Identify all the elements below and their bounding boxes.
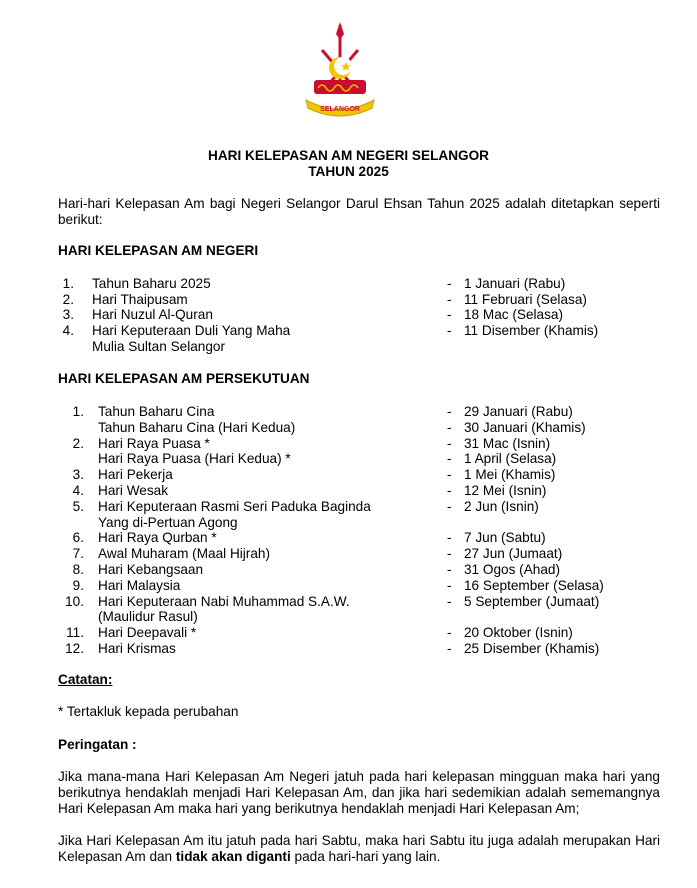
holiday-dash: - [447,467,452,483]
logo-text: SELANGOR [320,106,360,113]
holiday-date: 1 Januari (Rabu) [464,276,566,291]
holiday-dash: - [447,276,452,291]
holiday-name: (Maulidur Rasul) [98,609,198,625]
selangor-crest-logo [300,20,380,120]
federal-holiday-row [0,404,697,420]
holiday-number: 2. [72,435,84,451]
federal-holiday-row [0,451,697,467]
intro-paragraph: Hari-hari Kelepasan Am bagi Negeri Selangor Darul Ehsan Tahun 2025 adalah ditetapkan seperti berikut: [58,196,660,227]
holiday-number: 7. [72,546,84,562]
federal-holiday-row [0,436,697,452]
holiday-number: 2. [62,292,74,307]
holiday-date: 12 Mei (Isnin) [464,483,547,498]
holiday-date: 27 Jun (Jumaat) [464,546,563,562]
holiday-date: 2 Jun (Isnin) [464,498,539,514]
holiday-number: 9. [72,577,84,593]
document-title: HARI KELEPASAN AM NEGERI SELANGOR [208,148,489,163]
holiday-dash: - [447,625,452,641]
holiday-dash: - [447,451,452,467]
holiday-name: Hari Raya Puasa * [98,435,210,451]
holiday-number: 3. [62,307,74,322]
federal-holiday-row [0,499,697,515]
holiday-number: 6. [72,530,84,546]
state-holiday-row [0,276,697,292]
holiday-name: Hari Keputeraan Rasmi Seri Paduka Baginda [98,498,371,514]
holiday-dash: - [447,498,452,514]
state-holiday-row [0,307,697,323]
holiday-number: 4. [62,323,74,338]
state-holiday-row [0,323,697,354]
holiday-name: Awal Muharam (Maal Hijrah) [98,546,270,562]
holiday-dash: - [447,419,452,435]
holiday-date: 31 Ogos (Ahad) [464,562,560,577]
holiday-name: Tahun Baharu 2025 [92,276,211,291]
warning-paragraph-2-bold: tidak akan diganti [175,848,291,864]
holiday-date: 16 September (Selasa) [464,577,604,593]
holiday-name: Tahun Baharu Cina [98,404,215,419]
holiday-name: Tahun Baharu Cina (Hari Kedua) [98,419,296,435]
holiday-dash: - [447,641,452,656]
holiday-dash: - [447,530,452,546]
holiday-date: 11 Disember (Khamis) [464,323,599,338]
holiday-number: 1. [72,404,84,419]
holiday-name: Hari Thaipusam [92,292,188,307]
holiday-name: Hari Malaysia [98,577,181,593]
state-holiday-row [0,292,697,308]
federal-holiday-row [0,625,697,641]
holiday-dash: - [447,546,452,562]
holiday-dash: - [447,292,452,307]
document-subtitle-year: TAHUN 2025 [308,164,389,179]
holiday-name-continued: Mulia Sultan Selangor [92,339,225,354]
federal-holiday-row [0,530,697,546]
federal-holiday-row [0,562,697,578]
federal-holiday-row [0,483,697,499]
holiday-name: Hari Kebangsaan [98,562,204,577]
federal-holiday-row [0,578,697,594]
federal-holiday-row [0,420,697,436]
state-holidays-heading: HARI KELEPASAN AM NEGERI [58,243,259,258]
warning-heading: Peringatan : [58,737,137,752]
holiday-number: 4. [72,483,84,498]
holiday-number: 11. [66,625,84,641]
holiday-name: Hari Keputeraan Duli Yang Maha [92,323,291,338]
federal-holiday-row [0,641,697,657]
holiday-name: Hari Keputeraan Nabi Muhammad S.A.W. [98,593,350,609]
holiday-date: 7 Jun (Sabtu) [464,530,546,546]
notes-heading: Catatan: [58,672,113,687]
holiday-date: 30 Januari (Khamis) [464,419,586,435]
holiday-date: 29 Januari (Rabu) [464,404,573,419]
warning-paragraph-2 [58,833,660,865]
holiday-date: 25 Disember (Khamis) [464,641,600,656]
holiday-name: Yang di-Pertuan Agong [98,514,238,530]
holiday-name: Hari Raya Qurban * [98,530,217,546]
holiday-date: 5 September (Jumaat) [464,593,600,609]
holiday-dash: - [447,323,452,338]
holiday-name: Hari Deepavali * [98,625,197,641]
holiday-dash: - [447,593,452,609]
holiday-dash: - [447,562,452,577]
federal-holiday-row [0,515,697,531]
holiday-number: 3. [72,467,84,483]
holiday-date: 1 April (Selasa) [464,451,557,467]
holiday-date: 20 Oktober (Isnin) [464,625,573,641]
holiday-number: 1. [62,276,74,291]
holiday-dash: - [447,307,452,322]
holiday-name: Hari Nuzul Al-Quran [92,307,213,322]
holiday-dash: - [447,435,452,451]
holiday-date: 1 Mei (Khamis) [464,467,556,483]
notes-text: * Tertakluk kepada perubahan [58,704,239,719]
holiday-date: 31 Mac (Isnin) [464,435,551,451]
federal-holidays-heading: HARI KELEPASAN AM PERSEKUTUAN [58,371,310,386]
warning-paragraph-1: Jika mana-mana Hari Kelepasan Am Negeri jatuh pada hari kelepasan mingguan maka hari yang berikutnya hendaklah menjadi Hari Kelepasan Am, dan jika hari sedemikian adalah sememangnya Hari Kelepasan Am maka hari yang berikutnya hendaklah menjadi Hari Kelepasan Am; [58,769,660,816]
federal-holiday-row [0,609,697,625]
holiday-dash: - [447,483,452,498]
holiday-number: 12. [65,641,84,656]
holiday-name: Hari Raya Puasa (Hari Kedua) * [98,451,291,467]
holiday-number: 5. [72,498,84,514]
holiday-name: Hari Wesak [98,483,168,498]
holiday-date: 11 Februari (Selasa) [464,292,587,307]
holiday-number: 8. [72,562,84,577]
federal-holiday-row [0,546,697,562]
holiday-name: Hari Krismas [98,641,176,656]
holiday-name: Hari Pekerja [98,467,173,483]
holiday-dash: - [447,404,452,419]
federal-holiday-row [0,594,697,610]
warning-paragraph-2-start: Jika Hari Kelepasan Am itu jatuh pada hari Sabtu, maka hari Sabtu itu juga adalah merupakan Hari Kelepasan Am dan [58,833,660,864]
warning-paragraph-2-end: pada hari-hari yang lain. [290,848,441,864]
holiday-number: 10. [65,593,84,609]
federal-holiday-row [0,467,697,483]
holiday-date: 18 Mac (Selasa) [464,307,563,322]
holiday-dash: - [447,577,452,593]
